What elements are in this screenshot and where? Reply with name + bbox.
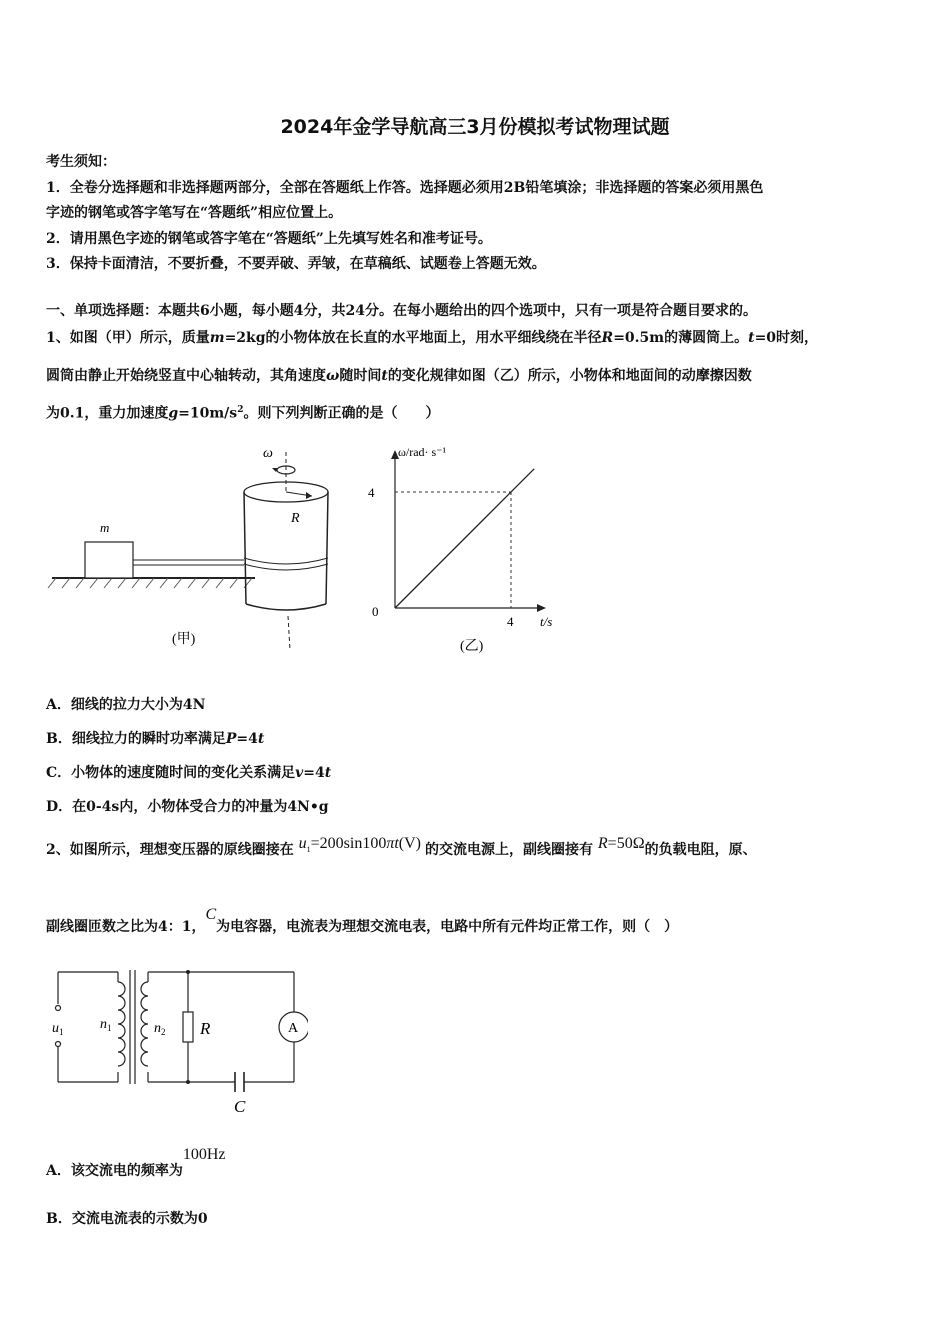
c-label: C xyxy=(234,1097,246,1116)
page-title: 2024年金学导航高三3月份模拟考试物理试题 xyxy=(280,116,670,138)
omega-label: ω xyxy=(263,446,273,461)
n1-label: $n_1$ xyxy=(100,1017,112,1033)
block xyxy=(85,542,133,578)
q2-stem-line1: 2、如图所示，理想变压器的原线圈接在 $u_1=200\sin 100\pi t(V)$ 的交流电源上，副线圈接有 R=50Ω的负载电阻，原、 xyxy=(46,835,757,858)
transformer-circuit xyxy=(48,960,308,1120)
u1-formula: $u_1=200\sin 100\pi t(V)$ xyxy=(298,835,422,855)
ground-hatch xyxy=(48,578,252,588)
x-axis-arrow-icon xyxy=(537,604,546,612)
x-tick-label: 4 xyxy=(507,614,514,629)
q1-stem-line2: 圆筒由静止开始绕竖直中心轴转动，其角速度ω随时间t的变化规律如图（乙）所示，小物体和地面间的动摩擦因数 xyxy=(46,368,752,384)
q2-stem-line2: 副线圈匝数之比为4：1，C为电容器，电流表为理想交流电表，电路中所有元件均正常工作，则（ ） xyxy=(46,906,679,935)
q2-option-b[interactable]: B．交流电流表的示数为0 xyxy=(46,1211,208,1227)
cylinder-bottom xyxy=(246,604,326,610)
q1-option-c[interactable]: C．小物体的速度随时间的变化关系满足v=4t xyxy=(46,765,332,781)
y-axis-label: ω/rad· s⁻¹ xyxy=(398,445,447,459)
resistor xyxy=(183,1012,193,1042)
figure-jia xyxy=(40,438,360,658)
q1-stem-line1: 1、如图（甲）所示，质量m=2kg的小物体放在长直的水平地面上，用水平细线绕在半径R=0.5m的薄圆筒上。t=0时刻， xyxy=(46,330,819,346)
ammeter-label: A xyxy=(288,1021,299,1036)
primary-coil xyxy=(118,982,125,1066)
q1-option-b[interactable]: B．细线拉力的瞬时功率满足P=4t xyxy=(46,731,265,747)
notice-item: 1．全卷分选择题和非选择题两部分，全部在答题纸上作答。选择题必须用2B铅笔填涂；非选择题的答案必须用黑色 xyxy=(46,180,764,196)
q1-option-d[interactable]: D．在0-4s内，小物体受合力的冲量为4N•g xyxy=(46,799,329,815)
q2-option-a[interactable]: A．该交流电的频率为100Hz xyxy=(46,1146,226,1179)
n2-label: $n_2$ xyxy=(154,1021,166,1037)
notice-item: 3．保持卡面清洁，不要折叠，不要弄破、弄皱，在草稿纸、试题卷上答题无效。 xyxy=(46,256,546,272)
r-formula: R=50Ω xyxy=(597,835,645,852)
mass-label: m xyxy=(100,520,110,535)
figure-caption: (乙) xyxy=(460,639,484,654)
origin-label: 0 xyxy=(372,604,379,619)
q1-option-a[interactable]: A．细线的拉力大小为4N xyxy=(46,697,206,713)
figure-caption: (甲) xyxy=(172,632,196,647)
x-axis-label: t/s xyxy=(540,614,553,629)
section-heading: 一、单项选择题：本题共6小题，每小题4分，共24分。在每小题给出的四个选项中，只有一项是符合题目要求的。 xyxy=(46,303,757,319)
u1-label: $u_1$ xyxy=(52,1021,64,1037)
secondary-coil xyxy=(141,982,148,1066)
r-label: R xyxy=(200,1019,211,1038)
data-series-line xyxy=(395,469,534,608)
radius-label: R xyxy=(291,511,300,526)
notice-item: 2．请用黑色字迹的钢笔或答字笔在“答题纸”上先填写姓名和准考证号。 xyxy=(46,231,492,247)
notice-heading: 考生须知： xyxy=(46,154,116,170)
notice-item: 字迹的钢笔或答字笔写在“答题纸”相应位置上。 xyxy=(46,205,343,221)
q1-stem-line3: 为0.1，重力加速度$g=10m/s^2$。则下列判断正确的是（ ） xyxy=(46,405,440,422)
figure-yi-chart xyxy=(360,438,580,658)
y-tick-label: 4 xyxy=(368,485,375,500)
